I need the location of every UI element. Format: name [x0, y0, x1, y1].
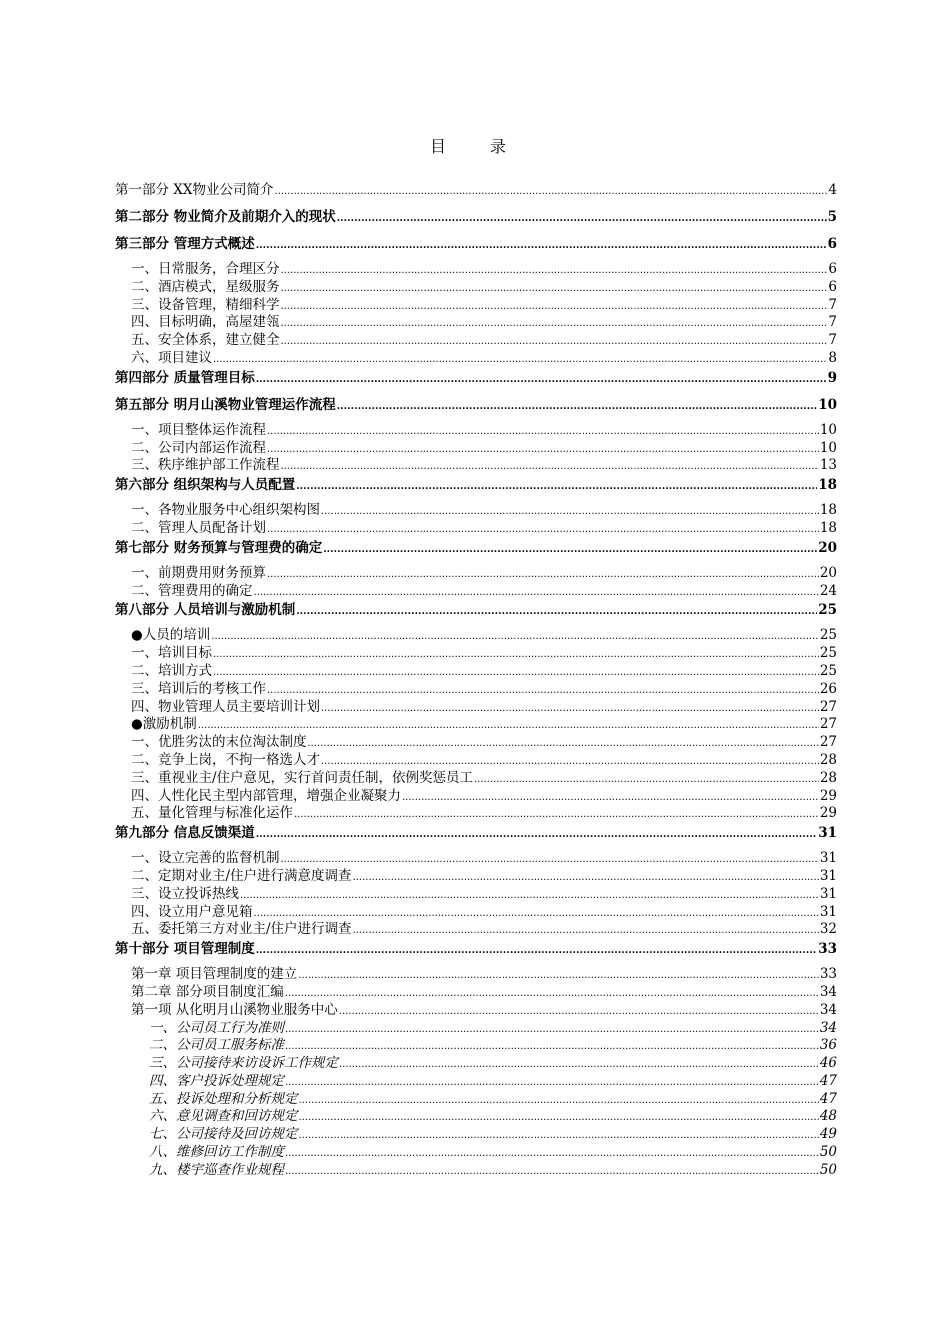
toc-entry[interactable]	[115, 475, 837, 502]
toc-entry-text: 第三部分 管理方式概述	[115, 236, 255, 252]
dot-leader	[285, 1162, 819, 1181]
toc-entry[interactable]	[115, 279, 837, 297]
toc-entry[interactable]	[115, 180, 837, 207]
toc-page-number: 4	[828, 182, 837, 198]
toc-entry-text: 七、公司接待及回访规定	[149, 1126, 298, 1143]
dot-leader	[337, 207, 827, 229]
toc-page-number: 10	[819, 439, 837, 456]
toc-entry[interactable]	[115, 1055, 837, 1073]
toc-page-number: 7	[828, 296, 837, 313]
dot-leader	[213, 663, 819, 682]
toc-entry-text: 第二部分 物业简介及前期介入的现状	[115, 209, 336, 225]
dot-leader	[281, 297, 828, 316]
dot-leader	[299, 1091, 819, 1110]
toc-page-number: 20	[818, 539, 837, 556]
dot-leader	[240, 886, 819, 905]
toc-page-number: 6	[828, 261, 837, 277]
toc-entry-text: 二、定期对业主/住户进行满意度调查	[131, 867, 352, 884]
toc-page-number: 34	[819, 983, 837, 1000]
dot-leader	[321, 699, 819, 718]
toc-page-number: 31	[819, 867, 837, 884]
toc-page-number: 29	[819, 805, 837, 822]
toc-page-number: 8	[828, 349, 837, 366]
table-of-contents	[115, 180, 837, 1180]
dot-leader	[267, 520, 819, 539]
toc-entry[interactable]	[115, 565, 837, 583]
dot-leader	[256, 368, 827, 390]
toc-entry-text: 一、日常服务，合理区分	[131, 261, 280, 277]
toc-entry-text: 第一部分 XX物业公司简介	[115, 182, 274, 198]
toc-entry-text: 二、公司内部运作流程	[131, 439, 266, 456]
dot-leader	[299, 1126, 819, 1145]
toc-entry-text: 二、公司员工服务标准	[149, 1037, 284, 1054]
toc-entry-text: 一、公司员工行为准则	[149, 1019, 284, 1036]
toc-entry-text: 第六部分 组织架构与人员配置	[115, 477, 296, 494]
toc-entry-text: 三、公司接待来访设诉工作规定	[149, 1055, 338, 1072]
toc-page-number: 32	[819, 921, 837, 938]
toc-page-number: 20	[819, 564, 837, 581]
toc-entry-text: 六、项目建议	[131, 349, 212, 366]
dot-leader	[285, 1020, 819, 1039]
toc-entry[interactable]	[115, 457, 837, 475]
toc-entry[interactable]	[115, 1162, 837, 1180]
toc-entry[interactable]	[115, 520, 837, 538]
toc-entry-text: 一、设立完善的监督机制	[131, 850, 280, 867]
toc-entry[interactable]	[115, 984, 837, 1002]
toc-entry[interactable]	[115, 886, 837, 904]
dot-leader	[299, 1108, 819, 1127]
toc-page-number: 31	[819, 850, 837, 867]
toc-entry-text: 第四部分 质量管理目标	[115, 369, 255, 386]
toc-entry-text: ●人员的培训	[131, 627, 211, 644]
toc-entry-text: 五、投诉处理和分析规定	[149, 1090, 298, 1107]
toc-entry-text: 三、设立投诉热线	[131, 885, 239, 902]
toc-page-number: 34	[819, 1019, 837, 1036]
toc-page-number: 9	[827, 369, 837, 386]
dot-leader	[285, 1037, 819, 1056]
toc-page-number: 26	[819, 680, 837, 697]
dot-leader	[321, 502, 819, 521]
toc-page-number: 13	[819, 457, 837, 474]
toc-entry[interactable]	[115, 350, 837, 368]
toc-entry[interactable]	[115, 395, 837, 422]
toc-entry[interactable]	[115, 805, 837, 823]
toc-page-number: 47	[819, 1090, 837, 1107]
toc-page-number: 25	[819, 627, 837, 644]
toc-entry[interactable]	[115, 261, 837, 279]
dot-leader	[353, 868, 819, 887]
dot-leader	[353, 921, 819, 940]
dot-leader	[285, 984, 819, 1003]
dot-leader	[267, 422, 819, 441]
toc-entry-text: 一、培训目标	[131, 645, 212, 662]
toc-entry-text: 三、培训后的考核工作	[131, 680, 266, 697]
toc-page-number: 48	[819, 1108, 837, 1125]
dot-leader	[298, 966, 819, 985]
dot-leader	[281, 332, 828, 351]
toc-entry[interactable]	[115, 868, 837, 886]
toc-page-number: 50	[819, 1144, 837, 1161]
toc-page-number: 25	[819, 645, 837, 662]
dot-leader	[285, 1144, 819, 1163]
toc-entry-text: ●激励机制	[131, 716, 197, 733]
toc-page-number: 28	[819, 751, 837, 768]
toc-page-number: 10	[818, 396, 837, 413]
dot-leader	[323, 538, 817, 560]
dot-leader	[254, 583, 819, 602]
toc-entry[interactable]	[115, 681, 837, 699]
toc-page-number: 36	[819, 1037, 837, 1054]
dot-leader	[256, 234, 827, 256]
toc-entry-text: 四、物业管理人员主要培训计划	[131, 698, 320, 715]
toc-entry-text: 二、竞争上岗，不拘一格选人才	[131, 751, 320, 768]
toc-entry[interactable]	[115, 314, 837, 332]
toc-entry-text: 第二章 部分项目制度汇编	[131, 983, 284, 1000]
toc-entry[interactable]	[115, 234, 837, 261]
toc-entry-text: 一、前期费用财务预算	[131, 564, 266, 581]
toc-page-number: 7	[828, 314, 837, 331]
toc-page-number: 50	[819, 1161, 837, 1178]
dot-leader	[267, 440, 819, 459]
toc-entry[interactable]	[115, 770, 837, 788]
toc-entry[interactable]	[115, 332, 837, 350]
toc-entry[interactable]	[115, 297, 837, 315]
toc-page-number: 10	[819, 421, 837, 438]
toc-entry[interactable]	[115, 583, 837, 601]
toc-page-number: 24	[819, 582, 837, 599]
toc-entry[interactable]	[115, 440, 837, 458]
toc-entry[interactable]	[115, 699, 837, 717]
toc-entry[interactable]	[115, 1144, 837, 1162]
toc-page-number: 18	[819, 519, 837, 536]
toc-entry[interactable]	[115, 966, 837, 984]
toc-entry[interactable]	[115, 752, 837, 770]
toc-entry[interactable]	[115, 716, 837, 734]
toc-entry[interactable]	[115, 904, 837, 922]
toc-page-number: 33	[819, 966, 837, 983]
toc-title: 目 录	[429, 137, 520, 156]
toc-page-number: 31	[819, 885, 837, 902]
dot-leader	[256, 823, 818, 845]
dot-leader	[281, 261, 828, 280]
toc-entry[interactable]	[115, 939, 837, 966]
toc-entry-text: 八、维修回访工作制度	[149, 1144, 284, 1161]
toc-page-number: 27	[819, 734, 837, 751]
toc-entry-text: 一、优胜劣汰的末位淘汰制度	[131, 734, 307, 751]
dot-leader	[337, 395, 818, 417]
toc-page-number: 18	[819, 502, 837, 519]
dot-leader	[213, 645, 819, 664]
toc-entry-text: 五、安全体系，建立健全	[131, 332, 280, 349]
dot-leader	[281, 279, 828, 298]
toc-entry[interactable]	[115, 538, 837, 565]
dot-leader	[402, 788, 819, 807]
dot-leader	[308, 734, 819, 753]
toc-entry[interactable]	[115, 502, 837, 520]
toc-entry-text: 第七部分 财务预算与管理费的确定	[115, 539, 323, 556]
toc-entry-text: 二、管理费用的确定	[131, 582, 253, 599]
toc-page-number: 28	[819, 769, 837, 786]
toc-entry[interactable]	[115, 645, 837, 663]
dot-leader	[281, 457, 819, 476]
toc-entry-text: 二、管理人员配备计划	[131, 519, 266, 536]
toc-entry[interactable]	[115, 921, 837, 939]
dot-leader	[275, 180, 828, 202]
dot-leader	[296, 475, 817, 497]
dot-leader	[474, 770, 819, 789]
toc-entry[interactable]	[115, 1108, 837, 1126]
dot-leader	[339, 1002, 819, 1021]
toc-page-number: 27	[819, 698, 837, 715]
dot-leader	[339, 1055, 819, 1074]
toc-page-number: 18	[818, 477, 837, 494]
dot-leader	[254, 904, 819, 923]
toc-entry-text: 第八部分 人员培训与激励机制	[115, 602, 296, 619]
toc-entry-text: 一、项目整体运作流程	[131, 421, 266, 438]
toc-entry-text: 三、秩序维护部工作流程	[131, 457, 280, 474]
dot-leader	[281, 314, 828, 333]
toc-entry[interactable]	[115, 422, 837, 440]
toc-page-number: 25	[818, 602, 837, 619]
toc-entry-text: 六、意见调查和回访规定	[149, 1108, 298, 1125]
toc-page-number: 31	[819, 903, 837, 920]
dot-leader	[267, 681, 819, 700]
toc-entry-text: 第一项 从化明月山溪物业服务中心	[131, 1001, 338, 1018]
toc-entry-text: 三、重视业主/住户意见，实行首问责任制，依例奖惩员工	[131, 769, 474, 786]
toc-entry-text: 二、培训方式	[131, 662, 212, 679]
dot-leader	[281, 850, 819, 869]
toc-page-number: 31	[818, 825, 837, 842]
dot-leader	[213, 350, 827, 369]
toc-page-number: 7	[828, 332, 837, 349]
toc-page-number: 25	[819, 662, 837, 679]
toc-entry[interactable]	[115, 734, 837, 752]
toc-entry[interactable]	[115, 1091, 837, 1109]
toc-entry-text: 四、目标明确，高屋建瓴	[131, 314, 280, 331]
toc-page-number: 34	[819, 1001, 837, 1018]
toc-entry[interactable]	[115, 823, 837, 850]
toc-entry-text: 五、量化管理与标准化运作	[131, 805, 293, 822]
toc-page-number: 33	[818, 941, 837, 958]
toc-entry-text: 四、设立用户意见箱	[131, 903, 253, 920]
toc-entry[interactable]	[115, 368, 837, 395]
toc-entry[interactable]	[115, 1073, 837, 1091]
toc-entry-text: 第一章 项目管理制度的建立	[131, 966, 298, 983]
dot-leader	[296, 600, 817, 622]
toc-entry-text: 第十部分 项目管理制度	[115, 941, 255, 958]
toc-entry-text: 四、人性化民主型内部管理，增强企业凝聚力	[131, 787, 401, 804]
dot-leader	[267, 565, 819, 584]
toc-entry[interactable]	[115, 788, 837, 806]
toc-entry[interactable]	[115, 1126, 837, 1144]
dot-leader	[198, 716, 819, 735]
toc-entry[interactable]	[115, 1002, 837, 1020]
toc-entry-text: 第五部分 明月山溪物业管理运作流程	[115, 396, 336, 413]
toc-entry-text: 四、客户投诉处理规定	[149, 1072, 284, 1089]
toc-entry[interactable]	[115, 663, 837, 681]
toc-entry-text: 一、各物业服务中心组织架构图	[131, 502, 320, 519]
toc-page-number: 6	[828, 278, 837, 295]
toc-entry-text: 五、委托第三方对业主/住户进行调查	[131, 921, 352, 938]
toc-entry-text: 第九部分 信息反馈渠道	[115, 825, 255, 842]
toc-entry[interactable]	[115, 207, 837, 234]
toc-entry[interactable]	[115, 1037, 837, 1055]
toc-entry-text: 三、设备管理，精细科学	[131, 296, 280, 313]
toc-page-number: 5	[827, 209, 837, 225]
toc-page-number: 46	[819, 1055, 837, 1072]
toc-entry[interactable]	[115, 627, 837, 645]
toc-page-number: 27	[819, 716, 837, 733]
toc-page-number: 47	[819, 1072, 837, 1089]
toc-entry-text: 九、楼宇巡查作业规程	[149, 1161, 284, 1178]
toc-entry[interactable]	[115, 850, 837, 868]
toc-page-number: 29	[819, 787, 837, 804]
toc-entry[interactable]	[115, 1020, 837, 1038]
dot-leader	[321, 752, 819, 771]
toc-entry[interactable]	[115, 600, 837, 627]
toc-page-number: 6	[827, 236, 837, 252]
dot-leader	[294, 805, 819, 824]
toc-entry-text: 二、酒店模式，星级服务	[131, 278, 280, 295]
toc-page-number: 49	[819, 1126, 837, 1143]
dot-leader	[211, 627, 819, 646]
dot-leader	[285, 1073, 819, 1092]
dot-leader	[256, 939, 818, 961]
